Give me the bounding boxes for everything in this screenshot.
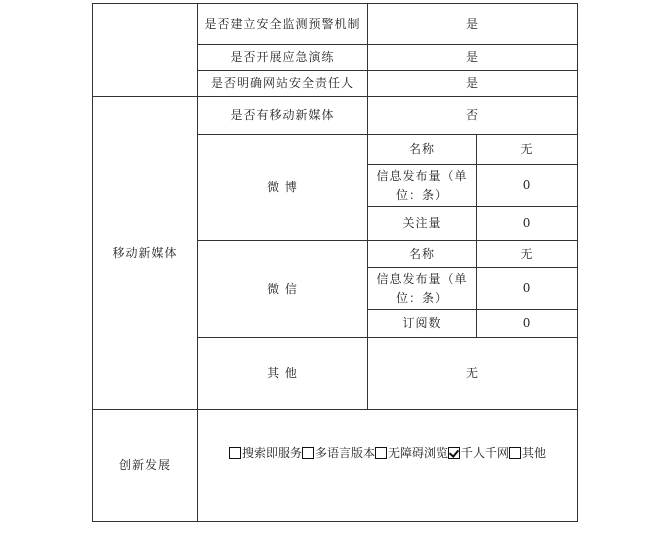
weibo-posts-label: 信息发布量（单位：条） [368, 165, 477, 207]
wechat-label: 微 信 [198, 241, 368, 338]
drill-value: 是 [368, 45, 578, 71]
option-label: 无障碍浏览 [388, 445, 449, 460]
other-label: 其 他 [198, 338, 368, 410]
has-media-label: 是否有移动新媒体 [198, 97, 368, 135]
warning-label: 是否建立安全监测预警机制 [198, 4, 368, 45]
responsible-value: 是 [368, 71, 578, 97]
weibo-name-value: 无 [477, 135, 578, 165]
innovation-label: 创新发展 [93, 410, 198, 522]
warning-value: 是 [368, 4, 578, 45]
innovation-options [202, 444, 573, 463]
option-label: 千人千网 [461, 445, 510, 460]
has-media-value: 否 [368, 97, 578, 135]
row-warning [93, 4, 578, 45]
option-label: 多语言版本 [314, 445, 375, 460]
checkbox-personalized[interactable] [448, 447, 460, 459]
option-label: 搜索即服务 [241, 445, 302, 460]
checkbox-accessibility[interactable] [375, 447, 387, 459]
option-multilingual[interactable] [302, 444, 375, 463]
weibo-name-label: 名称 [368, 135, 477, 165]
weibo-followers-label: 关注量 [368, 207, 477, 241]
wechat-subs-label: 订阅数 [368, 310, 477, 338]
wechat-name-label: 名称 [368, 241, 477, 268]
weibo-label: 微 博 [198, 135, 368, 241]
security-section-cell [93, 4, 198, 97]
drill-label: 是否开展应急演练 [198, 45, 368, 71]
wechat-name-value: 无 [477, 241, 578, 268]
media-section-label: 移动新媒体 [93, 97, 198, 410]
option-search-as-service[interactable] [229, 444, 302, 463]
option-other[interactable] [509, 444, 546, 463]
innovation-options-cell [198, 410, 578, 522]
wechat-posts-value: 0 [477, 268, 578, 310]
checkbox-search-as-service[interactable] [229, 447, 241, 459]
row-innovation [93, 410, 578, 522]
row-has-media [93, 97, 578, 135]
responsible-label: 是否明确网站安全责任人 [198, 71, 368, 97]
other-value: 无 [368, 338, 578, 410]
option-accessibility[interactable] [375, 444, 448, 463]
weibo-posts-value: 0 [477, 165, 578, 207]
weibo-followers-value: 0 [477, 207, 578, 241]
option-personalized[interactable] [448, 444, 509, 463]
report-table [92, 3, 578, 522]
wechat-subs-value: 0 [477, 310, 578, 338]
checkbox-other[interactable] [509, 447, 521, 459]
option-label: 其他 [522, 445, 547, 460]
wechat-posts-label: 信息发布量（单位：条） [368, 268, 477, 310]
checkbox-multilingual[interactable] [302, 447, 314, 459]
